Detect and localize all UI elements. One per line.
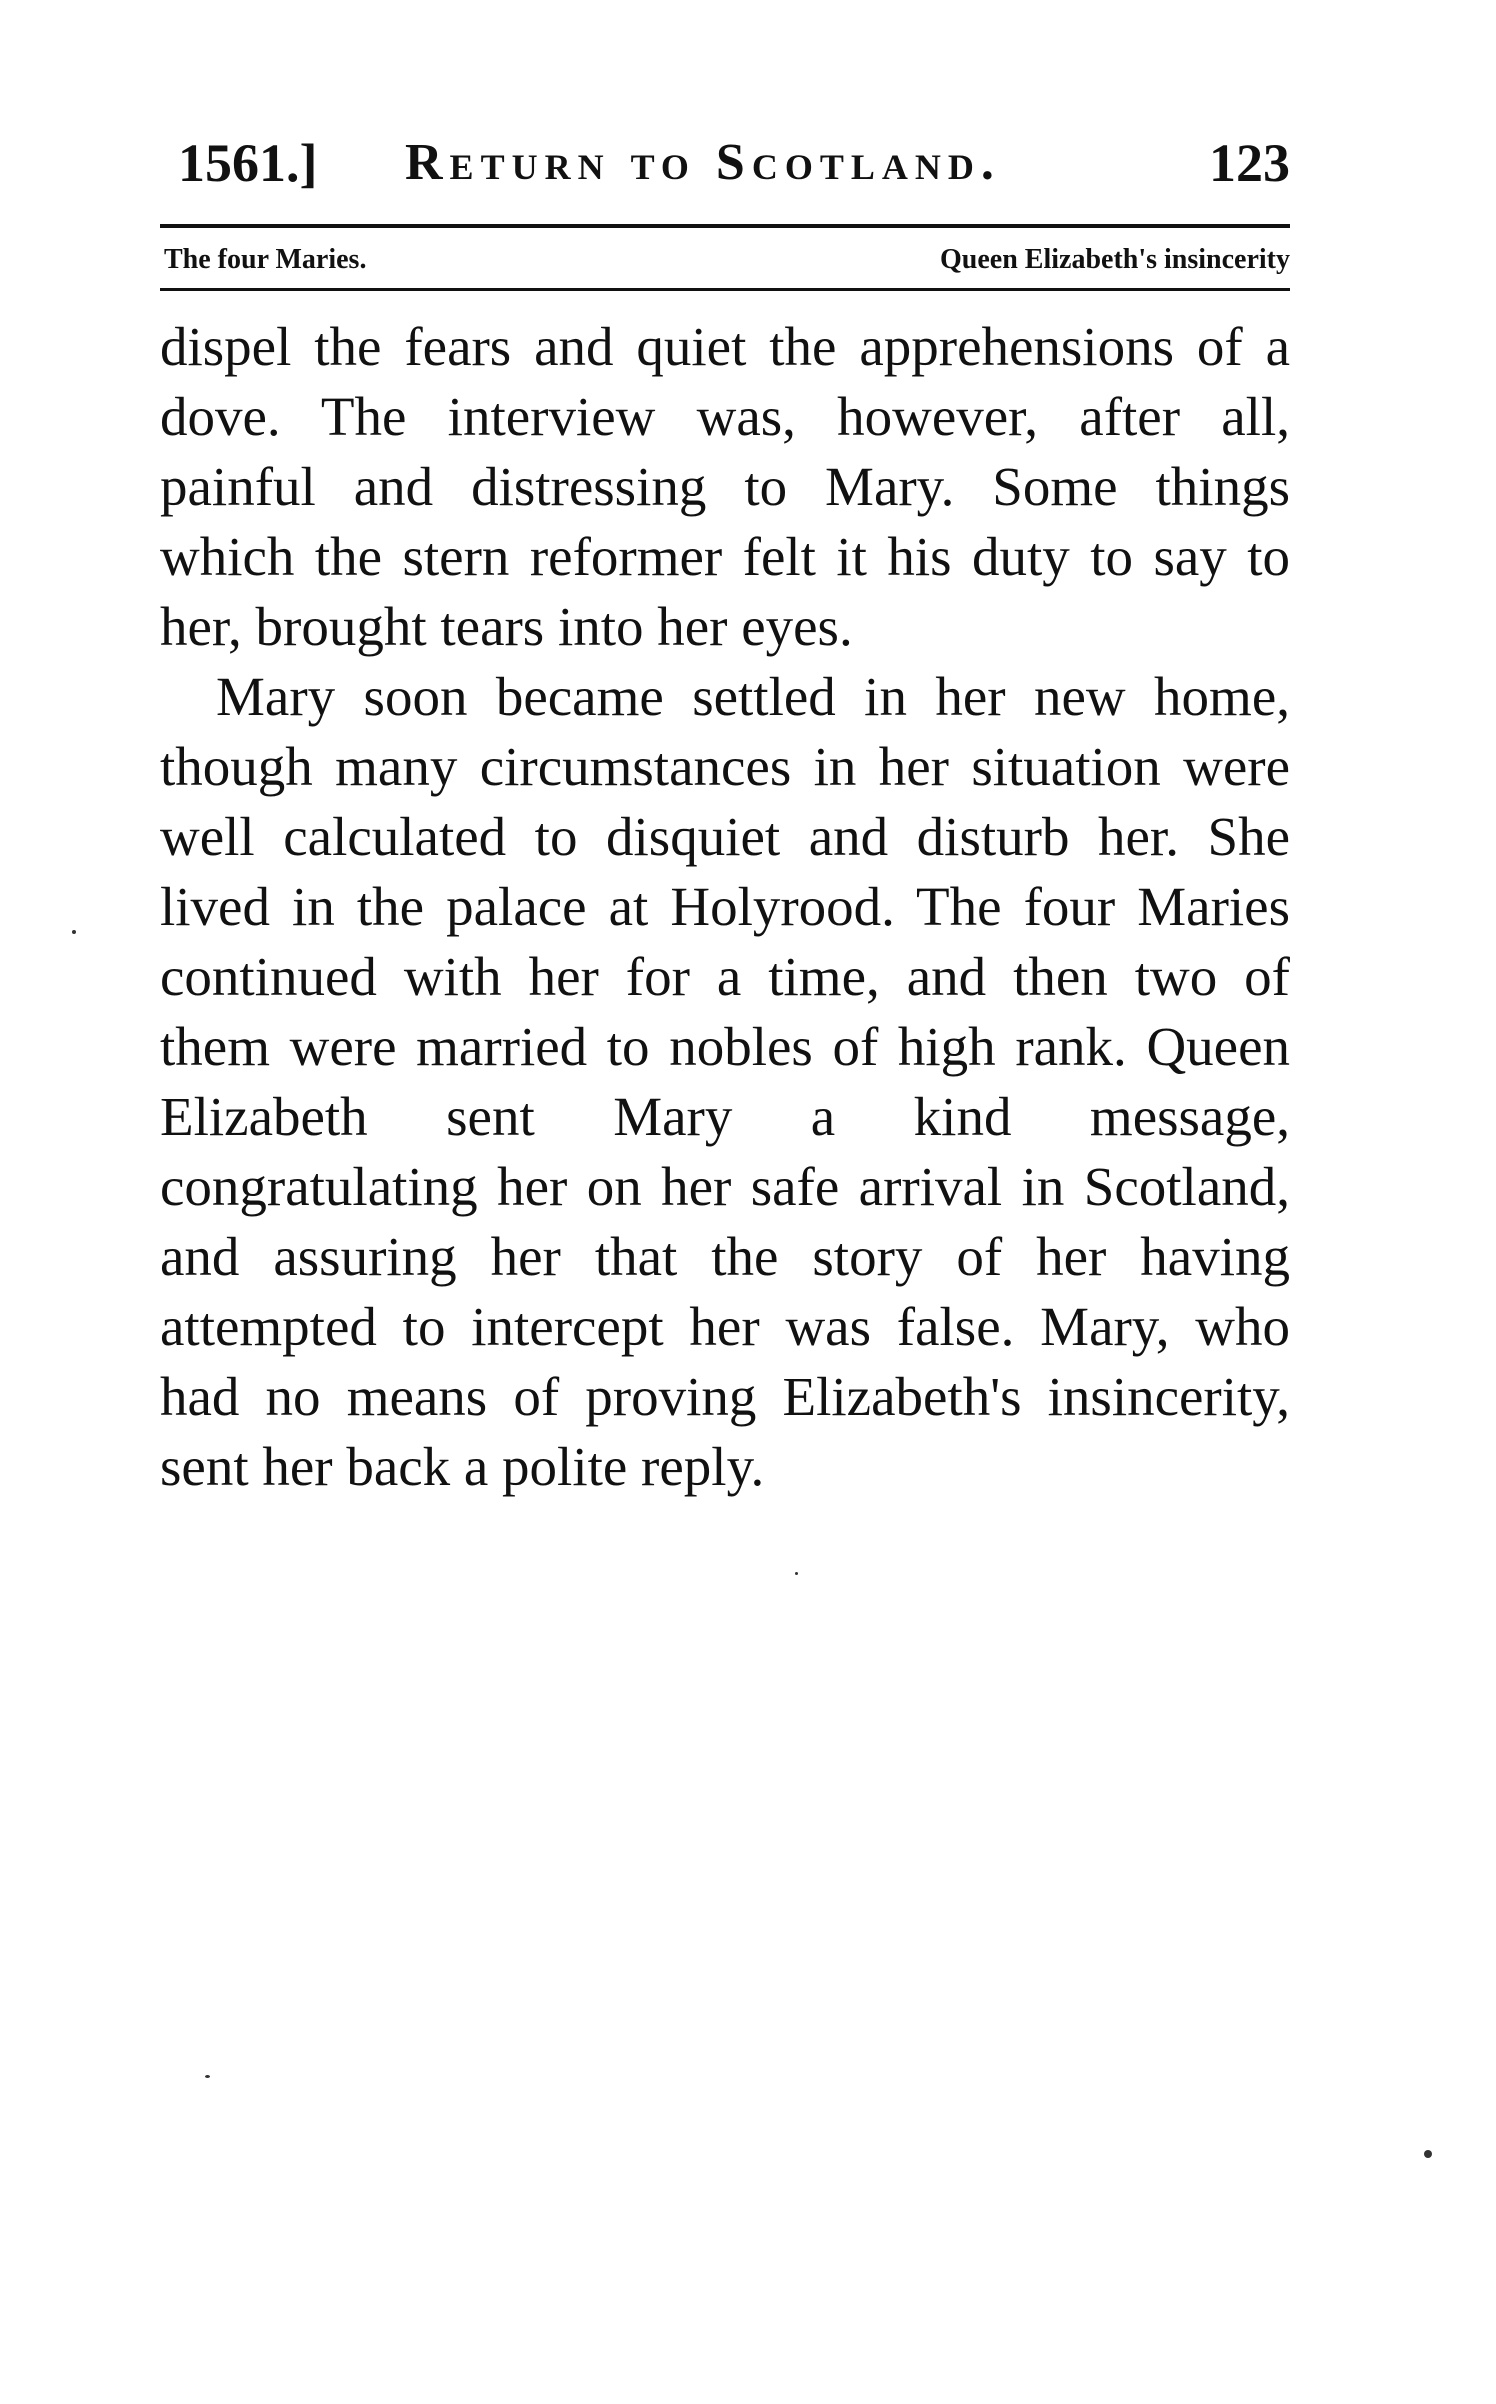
header-title: Return to Scotland. <box>405 134 1001 191</box>
print-speck <box>1424 2150 1432 2158</box>
paragraph-1: dispel the fears and quiet the apprehensions of a dove. The interview was, however, after all, painful and distressing to Mary. Some things which the stern reformer felt it his duty to say to her, brought tears into her eyes. <box>160 316 1290 657</box>
body-text <box>160 312 1290 1502</box>
print-speck <box>205 2075 210 2078</box>
paragraph-2: Mary soon became settled in her new home, though many circumstances in her situation were well calculated to disquiet and disturb her. She lived in the palace at Holyrood. The four Maries continued with her for a time, and then two of them were married to nobles of high rank. Queen Elizabeth sent Mary a kind message, congratulating her on her safe arrival in Scotland, and assuring her that the story of her having attempted to intercept her was false. Mary, who had no means of proving Elizabeth's insincerity, sent her back a polite reply. <box>160 666 1290 1497</box>
print-speck <box>72 930 76 934</box>
sidenote-left: The four Maries. <box>164 244 367 275</box>
print-speck <box>795 1572 798 1575</box>
header-rule-bottom <box>160 288 1290 291</box>
header-rule-top <box>160 224 1290 228</box>
page-number: 123 <box>1209 133 1290 193</box>
header-year: 1561.] <box>178 133 318 193</box>
sidenote-right: Queen Elizabeth's insincerity <box>940 244 1290 275</box>
running-head <box>160 128 1290 198</box>
